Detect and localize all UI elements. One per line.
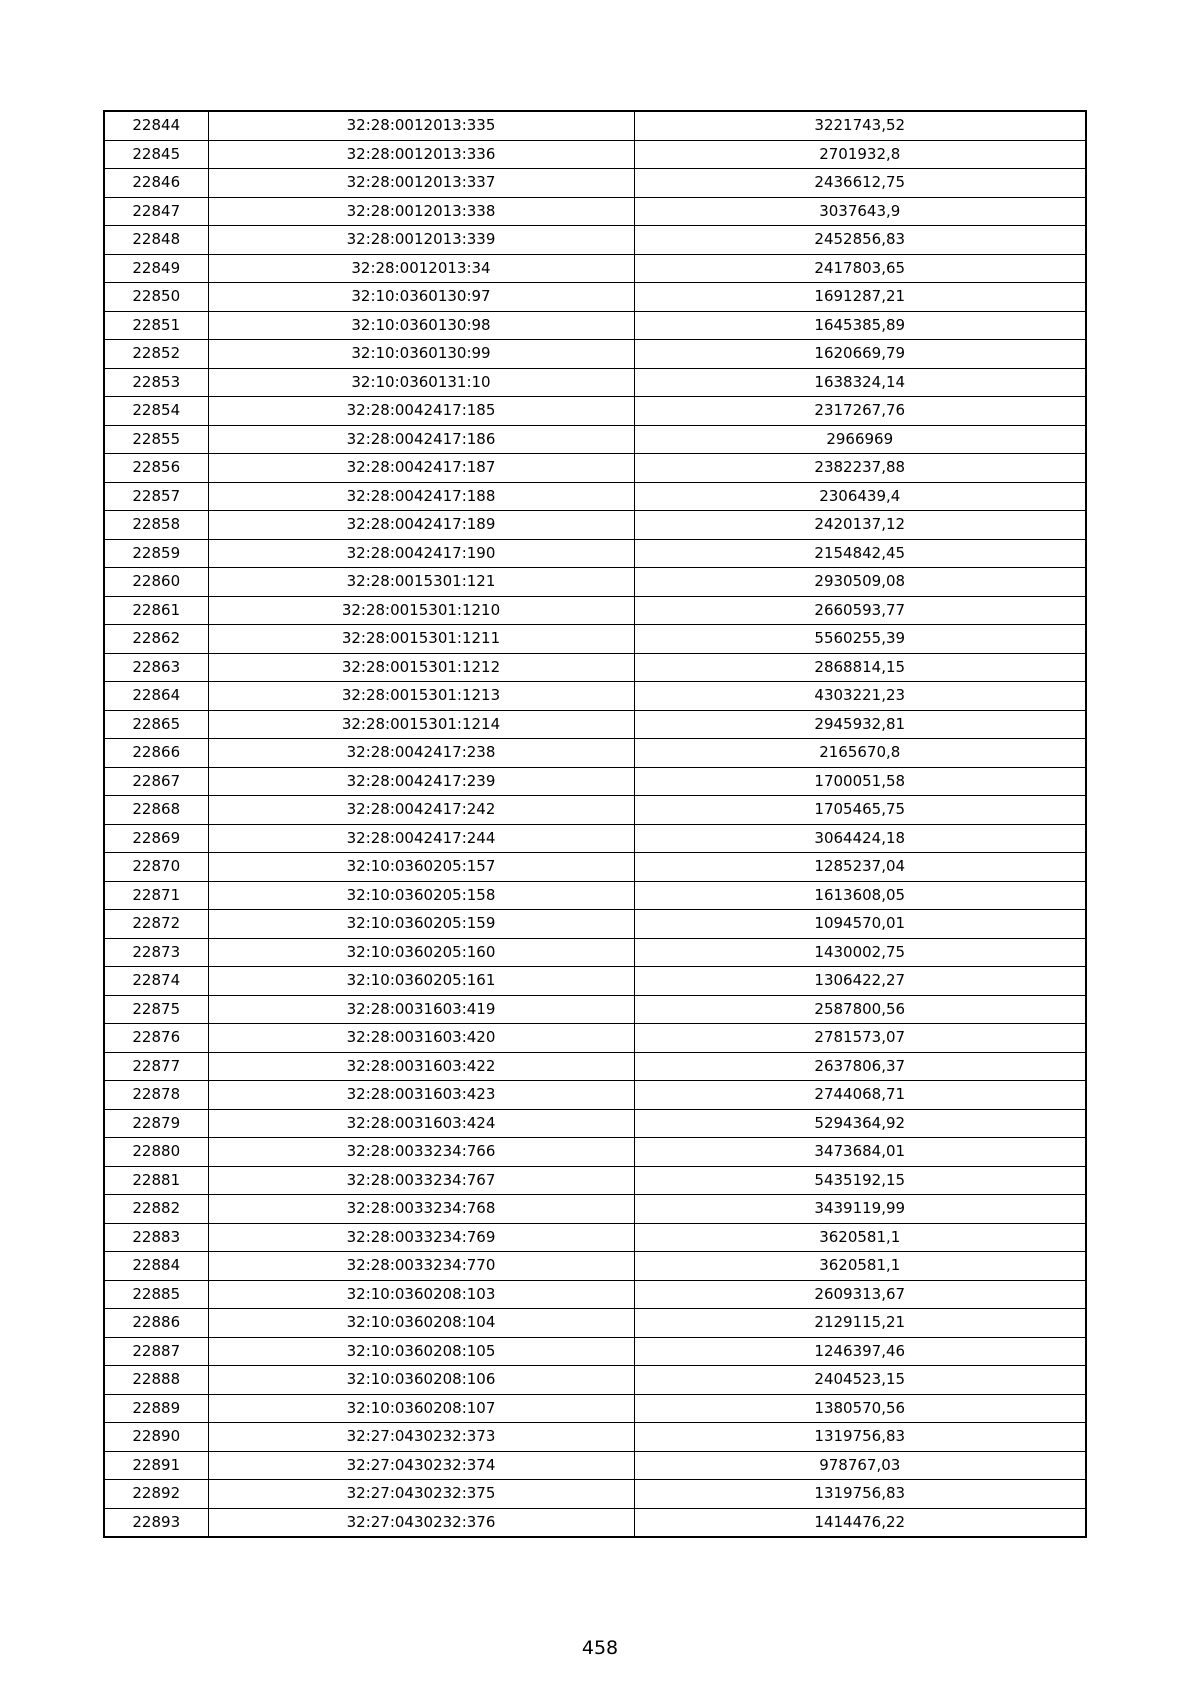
cadastral-number-cell: 32:10:0360205:158 bbox=[208, 881, 634, 910]
table-row bbox=[104, 340, 1086, 369]
table-row bbox=[104, 397, 1086, 426]
value-cell: 1620669,79 bbox=[634, 340, 1086, 369]
cadastral-number-cell: 32:28:0031603:424 bbox=[208, 1109, 634, 1138]
row-number-cell: 22872 bbox=[104, 910, 208, 939]
row-number-cell: 22878 bbox=[104, 1081, 208, 1110]
table-row bbox=[104, 596, 1086, 625]
table-row bbox=[104, 169, 1086, 198]
cadastral-number-cell: 32:27:0430232:376 bbox=[208, 1508, 634, 1537]
table-row bbox=[104, 1138, 1086, 1167]
row-number-cell: 22892 bbox=[104, 1480, 208, 1509]
cadastral-number-cell: 32:28:0033234:766 bbox=[208, 1138, 634, 1167]
row-number-cell: 22845 bbox=[104, 140, 208, 169]
cadastral-number-cell: 32:10:0360131:10 bbox=[208, 368, 634, 397]
value-cell: 3064424,18 bbox=[634, 824, 1086, 853]
row-number-cell: 22866 bbox=[104, 739, 208, 768]
table-row bbox=[104, 482, 1086, 511]
cadastral-number-cell: 32:28:0042417:238 bbox=[208, 739, 634, 768]
table-row bbox=[104, 1394, 1086, 1423]
cadastral-number-cell: 32:28:0033234:768 bbox=[208, 1195, 634, 1224]
row-number-cell: 22870 bbox=[104, 853, 208, 882]
table-row bbox=[104, 1081, 1086, 1110]
row-number-cell: 22844 bbox=[104, 111, 208, 140]
table-row bbox=[104, 1024, 1086, 1053]
cadastral-number-cell: 32:10:0360130:98 bbox=[208, 311, 634, 340]
cadastral-number-cell: 32:28:0031603:422 bbox=[208, 1052, 634, 1081]
row-number-cell: 22867 bbox=[104, 767, 208, 796]
value-cell: 2587800,56 bbox=[634, 995, 1086, 1024]
cadastral-number-cell: 32:27:0430232:375 bbox=[208, 1480, 634, 1509]
value-cell: 1645385,89 bbox=[634, 311, 1086, 340]
cadastral-number-cell: 32:28:0042417:189 bbox=[208, 511, 634, 540]
value-cell: 1285237,04 bbox=[634, 853, 1086, 882]
value-cell: 2868814,15 bbox=[634, 653, 1086, 682]
page-number: 458 bbox=[581, 1637, 619, 1659]
cadastral-number-cell: 32:28:0012013:34 bbox=[208, 254, 634, 283]
cadastral-number-cell: 32:28:0012013:336 bbox=[208, 140, 634, 169]
value-cell: 2966969 bbox=[634, 425, 1086, 454]
cadastral-number-cell: 32:28:0042417:239 bbox=[208, 767, 634, 796]
value-cell: 2930509,08 bbox=[634, 568, 1086, 597]
value-cell: 3473684,01 bbox=[634, 1138, 1086, 1167]
cadastral-number-cell: 32:28:0042417:188 bbox=[208, 482, 634, 511]
table-row bbox=[104, 283, 1086, 312]
row-number-cell: 22882 bbox=[104, 1195, 208, 1224]
row-number-cell: 22850 bbox=[104, 283, 208, 312]
cadastral-number-cell: 32:28:0012013:339 bbox=[208, 226, 634, 255]
row-number-cell: 22860 bbox=[104, 568, 208, 597]
table-row bbox=[104, 796, 1086, 825]
value-cell: 4303221,23 bbox=[634, 682, 1086, 711]
value-cell: 2382237,88 bbox=[634, 454, 1086, 483]
row-number-cell: 22873 bbox=[104, 938, 208, 967]
table-row bbox=[104, 1109, 1086, 1138]
row-number-cell: 22884 bbox=[104, 1252, 208, 1281]
row-number-cell: 22876 bbox=[104, 1024, 208, 1053]
row-number-cell: 22862 bbox=[104, 625, 208, 654]
cadastral-number-cell: 32:10:0360208:107 bbox=[208, 1394, 634, 1423]
row-number-cell: 22880 bbox=[104, 1138, 208, 1167]
value-cell: 1094570,01 bbox=[634, 910, 1086, 939]
table-row bbox=[104, 568, 1086, 597]
table-row bbox=[104, 539, 1086, 568]
row-number-cell: 22859 bbox=[104, 539, 208, 568]
value-cell: 3439119,99 bbox=[634, 1195, 1086, 1224]
cadastral-number-cell: 32:28:0042417:186 bbox=[208, 425, 634, 454]
value-cell: 2436612,75 bbox=[634, 169, 1086, 198]
table-row bbox=[104, 1337, 1086, 1366]
value-cell: 2317267,76 bbox=[634, 397, 1086, 426]
table-row bbox=[104, 1166, 1086, 1195]
table-row bbox=[104, 425, 1086, 454]
table-row bbox=[104, 226, 1086, 255]
row-number-cell: 22875 bbox=[104, 995, 208, 1024]
cadastral-number-cell: 32:28:0015301:1211 bbox=[208, 625, 634, 654]
table-row bbox=[104, 140, 1086, 169]
row-number-cell: 22854 bbox=[104, 397, 208, 426]
table-row bbox=[104, 910, 1086, 939]
value-cell: 2452856,83 bbox=[634, 226, 1086, 255]
value-cell: 2609313,67 bbox=[634, 1280, 1086, 1309]
value-cell: 1700051,58 bbox=[634, 767, 1086, 796]
table-row bbox=[104, 511, 1086, 540]
row-number-cell: 22883 bbox=[104, 1223, 208, 1252]
cadastral-number-cell: 32:27:0430232:374 bbox=[208, 1451, 634, 1480]
cadastral-number-cell: 32:10:0360208:105 bbox=[208, 1337, 634, 1366]
value-cell: 2637806,37 bbox=[634, 1052, 1086, 1081]
value-cell: 1430002,75 bbox=[634, 938, 1086, 967]
cadastral-number-cell: 32:10:0360205:161 bbox=[208, 967, 634, 996]
value-cell: 1319756,83 bbox=[634, 1480, 1086, 1509]
value-cell: 1306422,27 bbox=[634, 967, 1086, 996]
table-row bbox=[104, 938, 1086, 967]
row-number-cell: 22849 bbox=[104, 254, 208, 283]
row-number-cell: 22868 bbox=[104, 796, 208, 825]
table-row bbox=[104, 1052, 1086, 1081]
cadastral-number-cell: 32:28:0015301:121 bbox=[208, 568, 634, 597]
table-row bbox=[104, 1309, 1086, 1338]
row-number-cell: 22858 bbox=[104, 511, 208, 540]
value-cell: 5294364,92 bbox=[634, 1109, 1086, 1138]
cadastral-number-cell: 32:28:0042417:187 bbox=[208, 454, 634, 483]
table-row bbox=[104, 967, 1086, 996]
value-cell: 3037643,9 bbox=[634, 197, 1086, 226]
table-row bbox=[104, 1195, 1086, 1224]
row-number-cell: 22861 bbox=[104, 596, 208, 625]
cadastral-number-cell: 32:28:0012013:337 bbox=[208, 169, 634, 198]
cadastral-number-cell: 32:28:0031603:423 bbox=[208, 1081, 634, 1110]
cadastral-number-cell: 32:28:0031603:420 bbox=[208, 1024, 634, 1053]
cadastral-number-cell: 32:28:0033234:767 bbox=[208, 1166, 634, 1195]
value-cell: 5435192,15 bbox=[634, 1166, 1086, 1195]
table-row bbox=[104, 739, 1086, 768]
table-row bbox=[104, 311, 1086, 340]
value-cell: 5560255,39 bbox=[634, 625, 1086, 654]
row-number-cell: 22885 bbox=[104, 1280, 208, 1309]
cadastral-number-cell: 32:28:0042417:190 bbox=[208, 539, 634, 568]
row-number-cell: 22874 bbox=[104, 967, 208, 996]
row-number-cell: 22886 bbox=[104, 1309, 208, 1338]
value-cell: 2154842,45 bbox=[634, 539, 1086, 568]
cadastral-number-cell: 32:28:0042417:242 bbox=[208, 796, 634, 825]
cadastral-number-cell: 32:28:0012013:335 bbox=[208, 111, 634, 140]
row-number-cell: 22847 bbox=[104, 197, 208, 226]
row-number-cell: 22863 bbox=[104, 653, 208, 682]
row-number-cell: 22857 bbox=[104, 482, 208, 511]
table-row bbox=[104, 1280, 1086, 1309]
table-row bbox=[104, 682, 1086, 711]
cadastral-number-cell: 32:28:0015301:1213 bbox=[208, 682, 634, 711]
value-cell: 2165670,8 bbox=[634, 739, 1086, 768]
table-body bbox=[104, 111, 1086, 1537]
cadastral-number-cell: 32:28:0015301:1210 bbox=[208, 596, 634, 625]
value-cell: 2404523,15 bbox=[634, 1366, 1086, 1395]
row-number-cell: 22893 bbox=[104, 1508, 208, 1537]
row-number-cell: 22851 bbox=[104, 311, 208, 340]
value-cell: 3221743,52 bbox=[634, 111, 1086, 140]
table-row bbox=[104, 625, 1086, 654]
value-cell: 2945932,81 bbox=[634, 710, 1086, 739]
row-number-cell: 22879 bbox=[104, 1109, 208, 1138]
value-cell: 2420137,12 bbox=[634, 511, 1086, 540]
value-cell: 1246397,46 bbox=[634, 1337, 1086, 1366]
value-cell: 1613608,05 bbox=[634, 881, 1086, 910]
table-row bbox=[104, 853, 1086, 882]
row-number-cell: 22888 bbox=[104, 1366, 208, 1395]
table-row bbox=[104, 1366, 1086, 1395]
row-number-cell: 22853 bbox=[104, 368, 208, 397]
row-number-cell: 22848 bbox=[104, 226, 208, 255]
value-cell: 1705465,75 bbox=[634, 796, 1086, 825]
table-row bbox=[104, 824, 1086, 853]
row-number-cell: 22856 bbox=[104, 454, 208, 483]
cadastral-number-cell: 32:10:0360208:103 bbox=[208, 1280, 634, 1309]
row-number-cell: 22865 bbox=[104, 710, 208, 739]
table-row bbox=[104, 111, 1086, 140]
cadastral-number-cell: 32:28:0033234:769 bbox=[208, 1223, 634, 1252]
table-row bbox=[104, 1223, 1086, 1252]
cadastral-number-cell: 32:28:0031603:419 bbox=[208, 995, 634, 1024]
cadastral-number-cell: 32:28:0012013:338 bbox=[208, 197, 634, 226]
value-cell: 1319756,83 bbox=[634, 1423, 1086, 1452]
value-cell: 1638324,14 bbox=[634, 368, 1086, 397]
value-cell: 3620581,1 bbox=[634, 1252, 1086, 1281]
value-cell: 2744068,71 bbox=[634, 1081, 1086, 1110]
data-table bbox=[103, 110, 1087, 1538]
cadastral-number-cell: 32:10:0360130:97 bbox=[208, 283, 634, 312]
value-cell: 978767,03 bbox=[634, 1451, 1086, 1480]
cadastral-number-cell: 32:27:0430232:373 bbox=[208, 1423, 634, 1452]
cadastral-number-cell: 32:28:0033234:770 bbox=[208, 1252, 634, 1281]
table-row bbox=[104, 1252, 1086, 1281]
row-number-cell: 22871 bbox=[104, 881, 208, 910]
value-cell: 2306439,4 bbox=[634, 482, 1086, 511]
table-row bbox=[104, 653, 1086, 682]
cadastral-number-cell: 32:28:0042417:185 bbox=[208, 397, 634, 426]
row-number-cell: 22881 bbox=[104, 1166, 208, 1195]
cadastral-number-cell: 32:10:0360208:104 bbox=[208, 1309, 634, 1338]
table-row bbox=[104, 197, 1086, 226]
cadastral-number-cell: 32:10:0360130:99 bbox=[208, 340, 634, 369]
table-row bbox=[104, 1423, 1086, 1452]
table-row bbox=[104, 881, 1086, 910]
row-number-cell: 22891 bbox=[104, 1451, 208, 1480]
cadastral-number-cell: 32:10:0360205:157 bbox=[208, 853, 634, 882]
value-cell: 1691287,21 bbox=[634, 283, 1086, 312]
value-cell: 2129115,21 bbox=[634, 1309, 1086, 1338]
row-number-cell: 22877 bbox=[104, 1052, 208, 1081]
value-cell: 2417803,65 bbox=[634, 254, 1086, 283]
cadastral-number-cell: 32:28:0015301:1214 bbox=[208, 710, 634, 739]
table-row bbox=[104, 368, 1086, 397]
row-number-cell: 22890 bbox=[104, 1423, 208, 1452]
value-cell: 1380570,56 bbox=[634, 1394, 1086, 1423]
table-row bbox=[104, 767, 1086, 796]
row-number-cell: 22864 bbox=[104, 682, 208, 711]
table-row bbox=[104, 254, 1086, 283]
table-row bbox=[104, 1508, 1086, 1537]
table-row bbox=[104, 995, 1086, 1024]
table-row bbox=[104, 710, 1086, 739]
cadastral-number-cell: 32:28:0042417:244 bbox=[208, 824, 634, 853]
value-cell: 3620581,1 bbox=[634, 1223, 1086, 1252]
value-cell: 2781573,07 bbox=[634, 1024, 1086, 1053]
cadastral-number-cell: 32:10:0360208:106 bbox=[208, 1366, 634, 1395]
value-cell: 1414476,22 bbox=[634, 1508, 1086, 1537]
row-number-cell: 22869 bbox=[104, 824, 208, 853]
row-number-cell: 22852 bbox=[104, 340, 208, 369]
cadastral-number-cell: 32:10:0360205:160 bbox=[208, 938, 634, 967]
cadastral-number-cell: 32:28:0015301:1212 bbox=[208, 653, 634, 682]
value-cell: 2660593,77 bbox=[634, 596, 1086, 625]
row-number-cell: 22887 bbox=[104, 1337, 208, 1366]
table-row bbox=[104, 1451, 1086, 1480]
row-number-cell: 22846 bbox=[104, 169, 208, 198]
row-number-cell: 22889 bbox=[104, 1394, 208, 1423]
row-number-cell: 22855 bbox=[104, 425, 208, 454]
table-row bbox=[104, 1480, 1086, 1509]
value-cell: 2701932,8 bbox=[634, 140, 1086, 169]
cadastral-number-cell: 32:10:0360205:159 bbox=[208, 910, 634, 939]
table-row bbox=[104, 454, 1086, 483]
